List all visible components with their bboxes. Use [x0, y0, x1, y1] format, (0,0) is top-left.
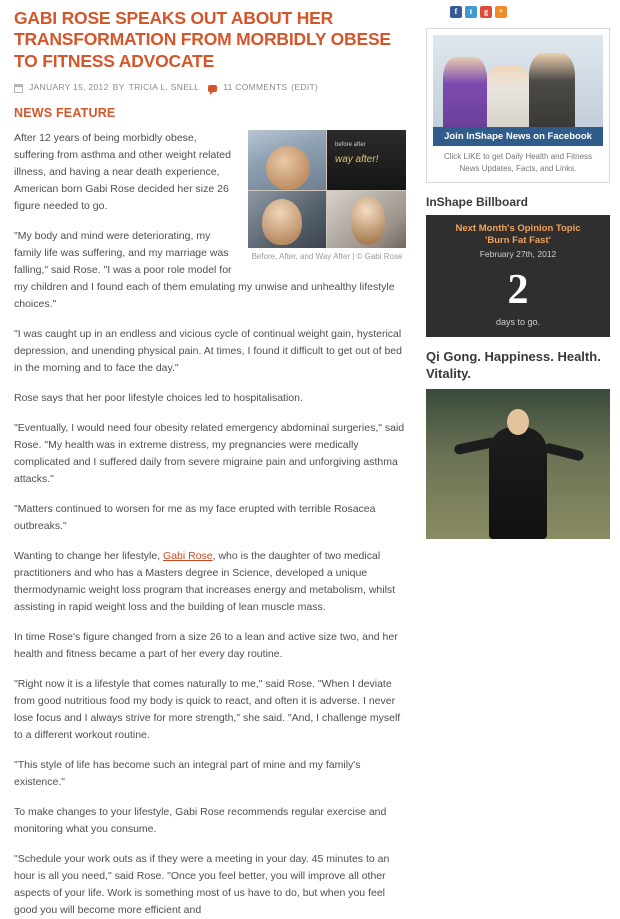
photo-after: [248, 191, 326, 248]
photo-caption-panel: [327, 130, 406, 190]
facebook-share-icon[interactable]: f: [450, 6, 462, 18]
calendar-icon: [14, 84, 23, 93]
link-paragraph-before: Wanting to change her lifestyle,: [14, 550, 164, 563]
author-link[interactable]: TRICIA L. SNELL: [128, 82, 200, 93]
before-after-photo-collage: [248, 130, 406, 248]
comments-link[interactable]: 11 COMMENTS: [223, 82, 288, 93]
social-share-row: [450, 6, 610, 18]
promo-widget: [426, 349, 610, 539]
article-paragraph: In time Rose's figure changed from a size 26 to a lean and active size two, and her health and fitness became a part of her every day routine.: [14, 631, 398, 661]
sidebar: [420, 0, 620, 610]
billboard-widget: [426, 195, 610, 337]
photo-person-center: [487, 65, 529, 127]
promo-title: Qi Gong. Happiness. Health. Vitality.: [426, 349, 601, 382]
article-paragraph: "Matters continued to worsen for me as my face erupted with terrible Rosacea outbreaks.": [14, 503, 376, 533]
article-paragraph: "I was caught up in an endless and vicious cycle of continual weight gain, hysterical depression, and unending physical pain. At times, I found it difficult to get out of bed in the morning and to face the day.": [14, 328, 402, 375]
billboard-title: InShape Billboard: [426, 195, 529, 210]
rss-icon[interactable]: +: [495, 6, 507, 18]
section-title: NEWS FEATURE: [14, 106, 116, 121]
facebook-widget-photo: [433, 35, 603, 127]
figure-overlay-line2: way after!: [335, 154, 379, 166]
promo-figure-arm-right: [543, 442, 584, 461]
billboard-days-label: days to go.: [495, 317, 541, 328]
page-title: GABI ROSE SPEAKS OUT ABOUT HER TRANSFORMATION FROM MORBIDLY OBESE TO FITNESS ADVOCATE: [14, 8, 391, 71]
facebook-widget-box: [426, 28, 610, 183]
billboard-countdown-box: [426, 215, 610, 337]
byline-by: BY: [112, 82, 125, 93]
photo-person-right: [529, 53, 575, 127]
photo-way-after: [327, 191, 406, 248]
article-paragraph: "This style of life has become such an integral part of mine and my family's existence.": [14, 759, 361, 789]
twitter-share-icon[interactable]: t: [465, 6, 477, 18]
article-paragraph-with-link: [14, 548, 406, 616]
billboard-date: February 27th, 2012: [479, 249, 557, 260]
article-paragraph: Rose says that her poor lifestyle choices led to hospitalisation.: [14, 392, 303, 405]
article-paragraph: "Schedule your work outs as if they were a meeting in your day. 45 minutes to an hour is all you need," said Rose. "Once you feel better, you will improve all other aspects of your life. Work is something most of us have to do, but when you feel good you will become more efficient and: [14, 853, 390, 917]
photo-person-left: [443, 57, 487, 127]
promo-figure-head: [507, 409, 529, 435]
figure-caption: Before, After, and Way After | © Gabi Rose: [251, 252, 403, 262]
promo-figure-body: [489, 427, 547, 539]
article-paragraph: "Right now it is a lifestyle that comes naturally to me," said Rose. "When I deviate from good nutritious food my body is quick to react, and often it is adverse. I never lose focus and I always strive for more strength," she said. "And, I challenge myself to a different workout routine.: [14, 678, 401, 742]
billboard-topic-label: Next Month's Opinion Topic: [455, 223, 581, 235]
facebook-widget: [426, 28, 610, 183]
article-paragraph: After 12 years of being morbidly obese, suffering from asthma and other weight related illness, and having a near death experience, American born Gabi Rose decided her size 26 figure needed to go.: [14, 132, 231, 213]
comment-bubble-icon: [208, 85, 217, 92]
article-paragraph: "My body and mind were deteriorating, my family life was suffering, and my marriage was falling," said Rose. "I was a poor role model for my children and I found each of them emulating my unwise and unhealthy lifestyle choices.": [14, 230, 395, 311]
article-paragraph: To make changes to your lifestyle, Gabi Rose recommends regular exercise and monitoring what you consume.: [14, 806, 387, 836]
article-meta: [14, 82, 406, 92]
edit-link[interactable]: (EDIT): [291, 82, 319, 93]
figure-overlay-line1: before after: [335, 142, 366, 149]
article-figure: [248, 130, 406, 263]
article-paragraph: "Eventually, I would need four obesity related emergency abdominal surgeries," said Rose. "My health was in extreme distress, my pregnancies were medically complicated and I suffered daily from severe migraine pain and unforgiving asthma attacks.": [14, 422, 405, 486]
billboard-days-number: 2: [507, 267, 529, 314]
photo-before: [248, 130, 326, 190]
facebook-widget-note: Click LIKE to get Daily Health and Fitness News Updates, Facts, and Links.: [443, 152, 593, 173]
billboard-topic-name: 'Burn Fat Fast': [485, 235, 551, 247]
post-date: JANUARY 15, 2012: [29, 82, 109, 93]
qi-gong-promo-image[interactable]: [426, 389, 610, 539]
link-paragraph-after: , who is the daughter of two medical practitioners and who has a Masters degree in Science, developed a unique thermodynamic weight loss program that increases energy and metabolism, whilst assisting in rapid weight loss and the building of lean muscle mass.: [14, 550, 396, 614]
gabi-rose-link[interactable]: Gabi Rose: [163, 550, 213, 563]
googleplus-share-icon[interactable]: g: [480, 6, 492, 18]
facebook-join-bar[interactable]: Join InShape News on Facebook: [433, 127, 603, 146]
